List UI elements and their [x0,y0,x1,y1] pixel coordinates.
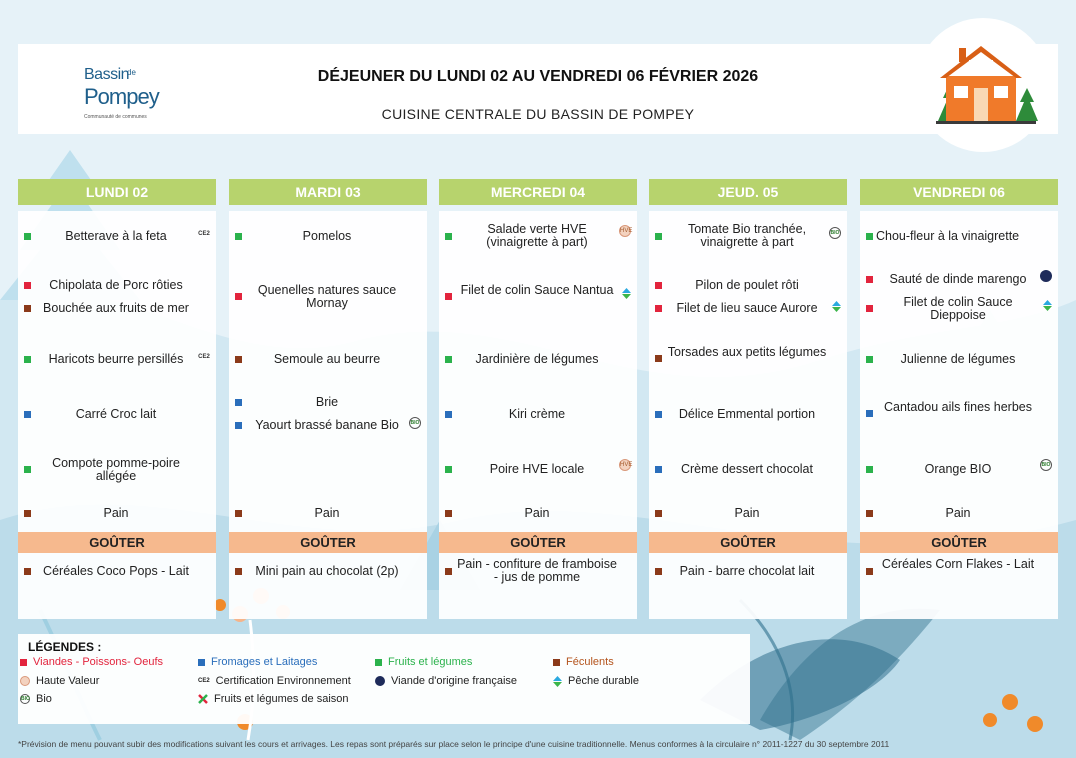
page-title: DÉJEUNER DU LUNDI 02 AU VENDREDI 06 FÉVRIER 2026 [317,68,759,85]
menu-item: Crème dessert chocolat [649,463,847,476]
fruits-legumes-marker [24,466,31,473]
menu-item: Brie [229,396,427,409]
feculents-marker [24,510,31,517]
bio-icon: BIO [409,417,421,429]
day-header-vendredi: VENDREDI 06 [860,179,1058,205]
peche-durable-icon [832,301,841,312]
menu-item: Julienne de légumes [860,353,1058,366]
fruits-legumes-marker [866,356,873,363]
fromages-marker [235,422,242,429]
feculents-marker [235,568,242,575]
gouter-item: Pain - barre chocolat lait [649,565,847,578]
peche-durable-icon [622,288,631,299]
menu-item: Torsades aux petits légumes [649,346,847,359]
fruits-legumes-marker [24,233,31,240]
viandes-marker [445,293,452,300]
feculents-marker [866,510,873,517]
viandes-marker [655,282,662,289]
logo-word-bassin: Bassin [84,66,130,83]
legend-viande-francaise: Viande d'origine française [375,675,517,687]
feculents-marker [24,305,31,312]
viandes-marker [20,659,27,666]
gouter-header: GOÛTER [649,532,847,553]
gouter-item: Céréales Corn Flakes - Lait [860,558,1058,571]
day-header-mardi: MARDI 03 [229,179,427,205]
legend-saison: Fruits et légumes de saison [198,693,349,705]
feculents-marker [445,568,452,575]
menu-item: Salade verte HVE (vinaigrette à part) HVE [439,223,637,249]
legend-fruits-legumes: Fruits et légumes [375,656,472,668]
day-header-mercredi: MERCREDI 04 [439,179,637,205]
menu-item: Haricots beurre persillés CE2 [18,353,216,366]
peche-durable-icon [1043,300,1052,311]
logo-word-pompey: Pompey [84,84,159,109]
day-header-jeudi: JEUD. 05 [649,179,847,205]
feculents-marker [655,510,662,517]
feculents-marker [655,355,662,362]
fruits-legumes-marker [445,233,452,240]
viande-francaise-icon [375,676,385,686]
header-banner [18,44,1058,134]
menu-item: Filet de lieu sauce Aurore [649,302,847,315]
certification-environnement-icon: CE2 [198,231,210,237]
fromages-marker [655,466,662,473]
day-column-lundi [18,179,216,619]
menu-item: Filet de colin Sauce Dieppoise [860,296,1058,322]
menu-item: Sauté de dinde marengo [860,273,1058,286]
logo-tagline: Communauté de communes [84,114,147,120]
legend-feculents: Féculents [553,656,614,668]
gouter-item: Mini pain au chocolat (2p) [229,565,427,578]
fruits-legumes-marker [445,356,452,363]
menu-item: Kiri crème [439,408,637,421]
fromages-marker [198,659,205,666]
haute-valeur-icon [20,676,30,686]
logo-word-de: de [127,68,136,77]
menu-item: Filet de colin Sauce Nantua [439,284,637,297]
menu-item: Jardinière de légumes [439,353,637,366]
day-column-mercredi [439,179,637,619]
bio-icon: BIO [1040,459,1052,471]
menu-item: Pain [229,507,427,520]
legend-viandes: Viandes - Poissons- Oeufs [20,656,163,668]
peche-durable-icon [553,676,562,687]
menu-item: Carré Croc lait [18,408,216,421]
gouter-header: GOÛTER [18,532,216,553]
viandes-marker [235,293,242,300]
legend-bio: BIO Bio [21,693,52,705]
viandes-marker [24,282,31,289]
menu-item: Compote pomme-poire allégée [18,457,216,483]
menu-item: Pain [649,507,847,520]
menu-item: Pomelos [229,230,427,243]
house-icon [916,18,1050,152]
feculents-marker [235,356,242,363]
fruits-legumes-marker [375,659,382,666]
menu-item: Yaourt brassé banane Bio BIO [229,419,427,432]
viande-francaise-icon [1040,270,1052,282]
menu-item: Poire HVE locale HVE [439,463,637,476]
feculents-marker [445,510,452,517]
day-column-mardi [229,179,427,619]
legend-panel [18,634,750,724]
viandes-marker [866,305,873,312]
haute-valeur-icon: HVE [619,225,631,237]
menu-item: Orange BIO BIO [860,463,1058,476]
legend-haute-valeur: Haute Valeur [20,675,99,687]
feculents-marker [235,510,242,517]
legend-title: LÉGENDES : [28,640,102,654]
feculents-marker [655,568,662,575]
legend-certification: CE2 Certification Environnement [198,675,351,687]
fromages-marker [866,410,873,417]
viandes-marker [655,305,662,312]
menu-item: Pain [18,507,216,520]
fruits-legumes-marker [655,233,662,240]
certification-environnement-icon: CE2 [198,678,210,685]
feculents-marker [866,568,873,575]
fruits-legumes-marker [866,466,873,473]
gouter-header: GOÛTER [860,532,1058,553]
menu-item: Pain [860,507,1058,520]
bio-icon: BIO [829,227,841,239]
menu-item: Chou-fleur à la vinaigrette [860,230,1058,243]
gouter-header: GOÛTER [439,532,637,553]
menu-item: Semoule au beurre [229,353,427,366]
menu-item: Tomate Bio tranchée, vinaigrette à part BIO [649,223,847,249]
fruits-legumes-marker [235,233,242,240]
menu-item: Cantadou ails fines herbes [860,401,1058,414]
page-subtitle: CUISINE CENTRALE DU BASSIN DE POMPEY [381,106,695,122]
fruits-legumes-marker [445,466,452,473]
haute-valeur-icon: HVE [619,459,631,471]
fromages-marker [24,411,31,418]
footnote: *Prévision de menu pouvant subir des modifications suivant les cours et arrivages. Les repas sont préparés sur place selon le principe d'une cuisine traditionnelle. Menus conformes à la circulaire n° 2011-1227 du 30 septembre 2011 [18,739,890,749]
gouter-header: GOÛTER [229,532,427,553]
feculents-marker [553,659,560,666]
menu-item: Quenelles natures sauce Mornay [229,284,427,310]
menu-item: Betterave à la feta CE2 [18,230,216,243]
gouter-item: Céréales Coco Pops - Lait [18,565,216,578]
menu-item: Délice Emmental portion [649,408,847,421]
fruits-legumes-saison-icon [198,694,208,704]
menu-item: Bouchée aux fruits de mer [18,302,216,315]
fromages-marker [655,411,662,418]
gouter-item: Pain - confiture de framboise - jus de pomme [439,558,637,584]
certification-environnement-icon: CE2 [198,354,210,360]
bio-icon: BIO [21,696,30,703]
viandes-marker [866,276,873,283]
legend-peche-durable: Pêche durable [553,675,639,687]
feculents-marker [24,568,31,575]
day-column-jeudi [649,179,847,619]
legend-fromages: Fromages et Laitages [198,656,317,668]
menu-item: Chipolata de Porc rôties [18,279,216,292]
day-column-vendredi [860,179,1058,619]
day-menu-mardi [229,211,427,619]
house-illustration-frame [916,18,1050,152]
menu-item: Pain [439,507,637,520]
fromages-marker [235,399,242,406]
day-header-lundi: LUNDI 02 [18,179,216,205]
fruits-legumes-marker [866,233,873,240]
fromages-marker [445,411,452,418]
fruits-legumes-marker [24,356,31,363]
menu-item: Pilon de poulet rôti [649,279,847,292]
